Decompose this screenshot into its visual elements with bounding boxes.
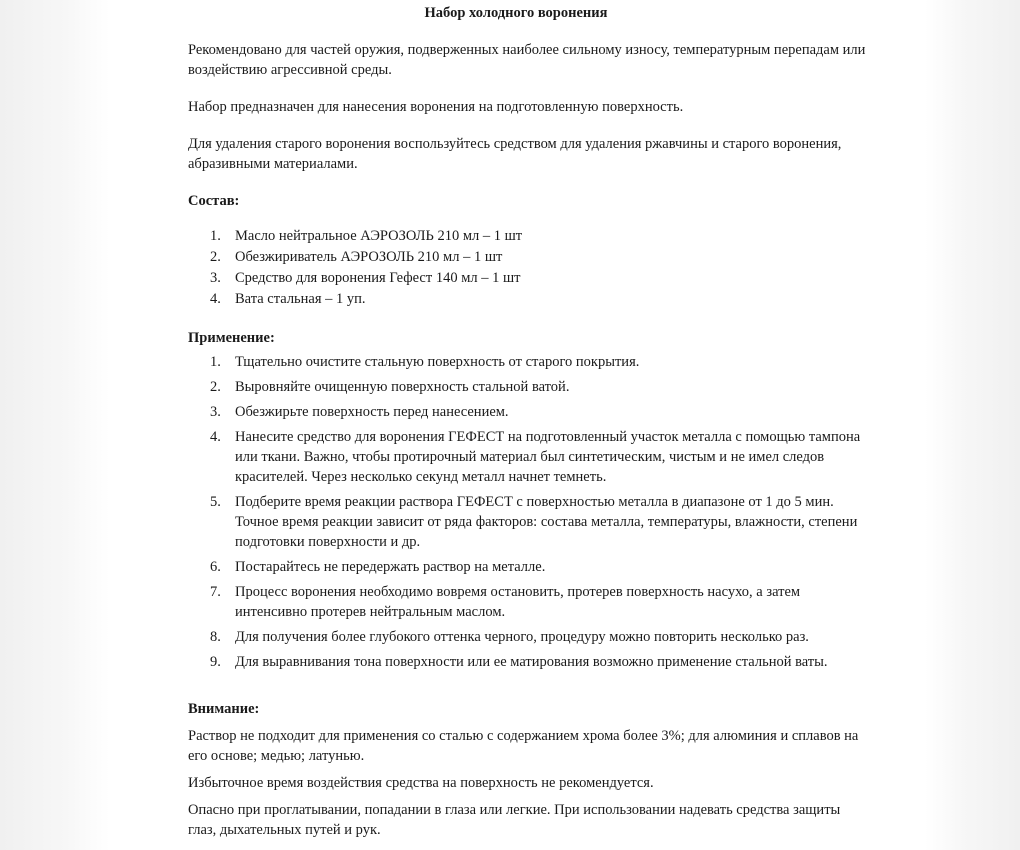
list-item: 3. Средство для воронения Гефест 140 мл – 1 шт [210, 270, 521, 286]
list-item: 2. Выровняйте очищенную поверхность стальной ватой. [210, 379, 570, 395]
warning-paragraph-2: Избыточное время воздействия средства на поверхность не рекомендуется. [188, 775, 654, 791]
list-item: 3. Обезжирьте поверхность перед нанесением. [210, 404, 509, 420]
document-sheet [120, 0, 910, 850]
list-item: 8. Для получения более глубокого оттенка черного, процедуру можно повторить несколько раз. [210, 629, 809, 645]
list-item: 9. Для выравнивания тона поверхности или ее матирования возможно применение стальной ваты. [210, 654, 828, 670]
composition-heading: Состав: [188, 193, 240, 209]
list-item: 4. Нанесите средство для воронения ГЕФЕСТ на подготовленный участок металла с помощью тампона или ткани. Важно, чтобы протирочный материал был синтетическим, чистым и не имел следов красителей. Через несколько секунд металл начнет темнеть. [210, 429, 861, 485]
list-item: 6. Постарайтесь не передержать раствор на металле. [210, 559, 546, 575]
page-margin-left [0, 0, 110, 850]
intro-paragraph-3: Для удаления старого воронения воспользуйтесь средством для удаления ржавчины и старого воронения, абразивными материалами. [188, 136, 842, 172]
document-title: Набор холодного воронения [424, 5, 608, 21]
list-item: 7. Процесс воронения необходимо вовремя остановить, протерев поверхность насухо, а затем интенсивно протерев нейтральным маслом. [210, 584, 801, 620]
usage-heading: Применение: [188, 330, 275, 346]
document-body [188, 0, 868, 840]
list-item: 4. Вата стальная – 1 уп. [210, 291, 366, 307]
list-item: 2. Обезжириватель АЭРОЗОЛЬ 210 мл – 1 шт [210, 249, 503, 265]
page-margin-right [925, 0, 1020, 850]
usage-list [188, 352, 868, 672]
composition-list [188, 226, 868, 309]
list-item: 5. Подберите время реакции раствора ГЕФЕСТ с поверхностью металла в диапазоне от 1 до 5 мин. Точное время реакции зависит от ряда факторов: состава металла, температуры, влажности, степени подготовки поверхности и др. [210, 494, 858, 550]
warning-paragraph-3: Опасно при проглатывании, попадании в глаза или легкие. При использовании надевать средства защиты глаз, дыхательных путей и рук. [188, 802, 841, 838]
intro-paragraph-1: Рекомендовано для частей оружия, подверженных наиболее сильному износу, температурным перепадам или воздействию агрессивной среды. [188, 42, 866, 78]
warning-paragraph-1: Раствор не подходит для применения со сталью с содержанием хрома более 3%; для алюминия и сплавов на его основе; медью; латунью. [188, 728, 859, 764]
list-item: 1. Тщательно очистите стальную поверхность от старого покрытия. [210, 354, 640, 370]
list-item: 1. Масло нейтральное АЭРОЗОЛЬ 210 мл – 1 шт [210, 228, 523, 244]
intro-paragraph-2: Набор предназначен для нанесения воронения на подготовленную поверхность. [188, 99, 684, 115]
warning-heading: Внимание: [188, 701, 260, 717]
